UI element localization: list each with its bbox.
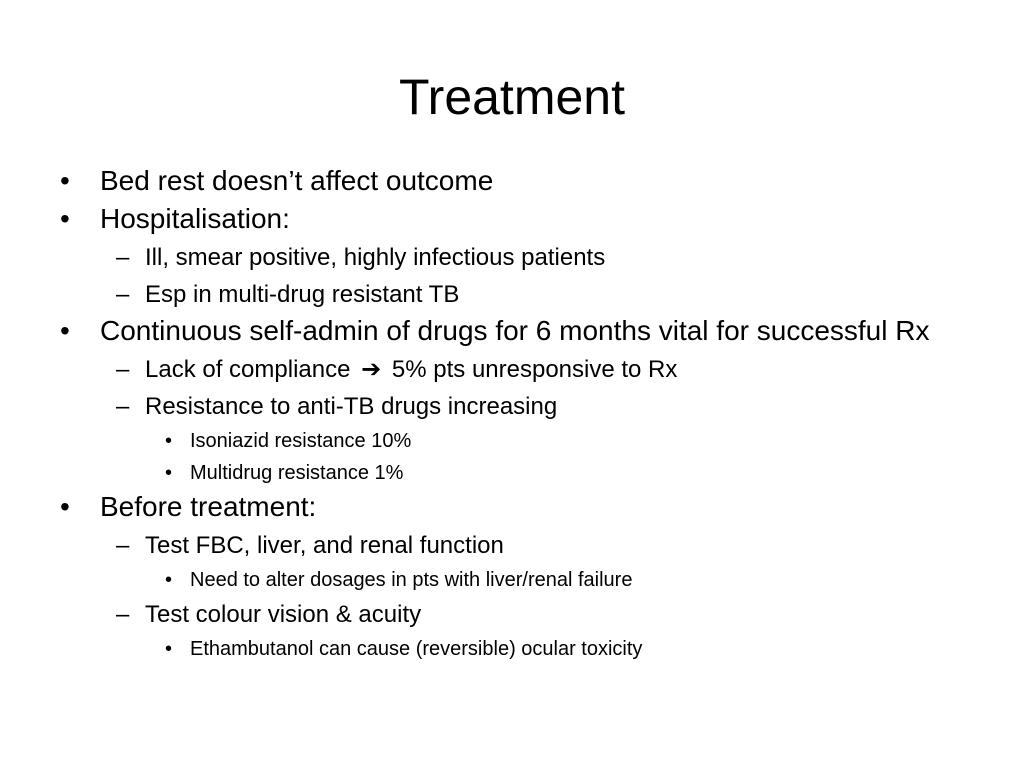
list-item-text-after: 5% pts unresponsive to Rx — [391, 356, 678, 383]
list-item-text: Ill, smear positive, highly infectious patients — [145, 244, 606, 271]
bullet-icon: • — [165, 638, 173, 660]
list-item-text: Before treatment: — [100, 491, 317, 522]
bullet-icon: • — [60, 165, 70, 196]
sub-list-item — [58, 243, 958, 273]
bullet-icon: • — [60, 203, 70, 234]
sub-sub-list-item — [58, 460, 958, 486]
sub-sub-list-item — [58, 428, 958, 454]
list-item-text: Need to alter dosages in pts with liver/renal failure — [190, 569, 633, 591]
list-item-text: Isoniazid resistance 10% — [190, 430, 412, 452]
list-item-text — [145, 355, 958, 385]
dash-icon: – — [116, 244, 130, 271]
list-item-text-before: Lack of compliance — [145, 356, 351, 383]
list-item-text: Multidrug resistance 1% — [190, 462, 404, 484]
dash-icon: – — [116, 281, 130, 308]
list-item — [58, 202, 958, 236]
sub-list-item — [58, 280, 958, 310]
dash-icon: – — [116, 532, 130, 559]
list-item — [58, 164, 958, 198]
list-item — [58, 314, 958, 348]
list-item-text: Esp in multi-drug resistant TB — [145, 281, 460, 308]
list-item-text: Hospitalisation: — [100, 203, 290, 234]
list-item-text: Ethambutanol can cause (reversible) ocular toxicity — [190, 638, 643, 660]
bullet-icon: • — [60, 491, 70, 522]
bullet-icon: • — [165, 569, 173, 591]
sub-sub-list-item — [58, 567, 958, 593]
sub-list-item — [58, 531, 958, 561]
list-item-text: Bed rest doesn’t affect outcome — [100, 165, 494, 196]
bullet-list — [58, 160, 958, 662]
list-item-text: Resistance to anti-TB drugs increasing — [145, 393, 558, 420]
bullet-icon: • — [60, 315, 70, 346]
bullet-icon: • — [165, 430, 173, 452]
list-item-text: Test FBC, liver, and renal function — [145, 532, 504, 559]
dash-icon: – — [116, 393, 130, 420]
sub-sub-list-item — [58, 636, 958, 662]
right-arrow-icon: ➔ — [361, 356, 382, 383]
list-item-text: Test colour vision & acuity — [145, 601, 422, 628]
list-item-text: Continuous self-admin of drugs for 6 months vital for successful Rx — [100, 315, 930, 346]
sub-list-item — [58, 600, 958, 630]
dash-icon: – — [116, 356, 130, 383]
bullet-icon: • — [165, 462, 173, 484]
dash-icon: – — [116, 601, 130, 628]
slide-title: Treatment — [398, 69, 625, 125]
sub-list-item — [58, 392, 958, 422]
list-item — [58, 490, 958, 524]
sub-list-item — [58, 355, 958, 385]
